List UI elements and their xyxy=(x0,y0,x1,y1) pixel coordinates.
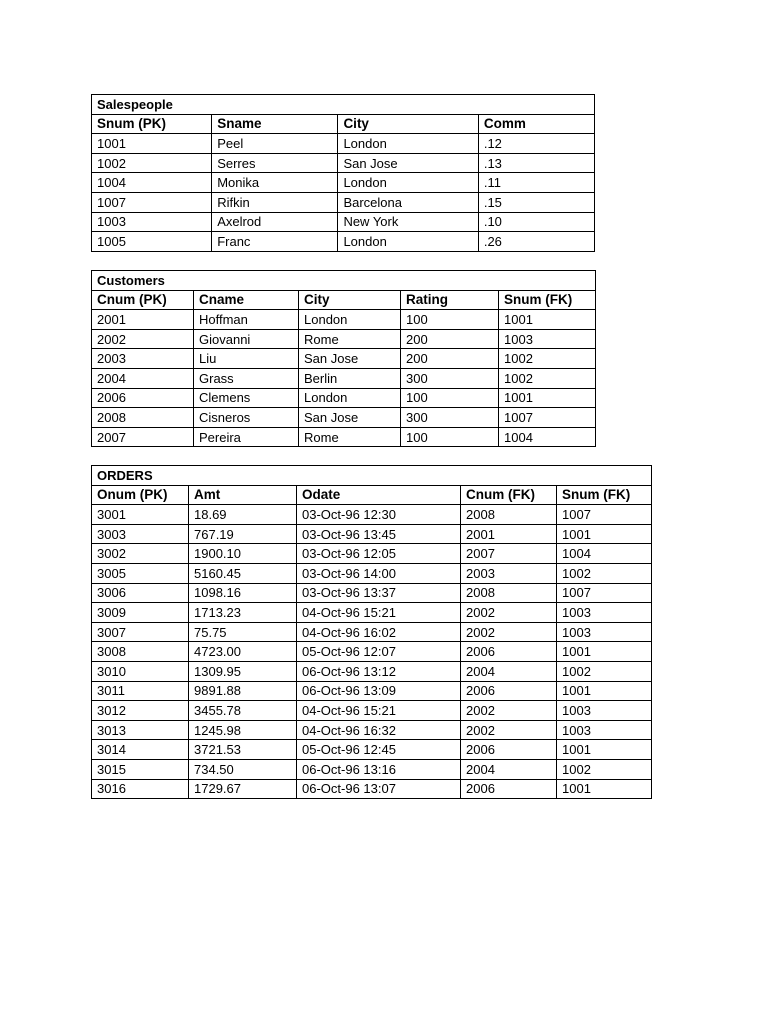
table-cell: 1003 xyxy=(557,603,652,623)
table-row xyxy=(92,779,652,799)
table-cell: 06-Oct-96 13:09 xyxy=(297,681,461,701)
table-cell: 2003 xyxy=(92,349,194,369)
table-cell: Grass xyxy=(194,368,299,388)
table-cell: 2008 xyxy=(461,583,557,603)
table-row xyxy=(92,563,652,583)
table-cell: 200 xyxy=(401,349,499,369)
table-cell: 2008 xyxy=(92,408,194,428)
table-cell: 03-Oct-96 14:00 xyxy=(297,563,461,583)
table-cell: 03-Oct-96 12:30 xyxy=(297,505,461,525)
table-cell: 1007 xyxy=(557,505,652,525)
table-cell: 3008 xyxy=(92,642,189,662)
table-cell: 04-Oct-96 16:32 xyxy=(297,720,461,740)
table-cell: 06-Oct-96 13:12 xyxy=(297,661,461,681)
table-row xyxy=(92,524,652,544)
table-cell: .13 xyxy=(478,153,594,173)
table-cell: 2001 xyxy=(461,524,557,544)
table-row xyxy=(92,134,595,154)
table-cell: 3006 xyxy=(92,583,189,603)
table-cell: 1002 xyxy=(557,759,652,779)
table-cell: 3010 xyxy=(92,661,189,681)
column-header: Odate xyxy=(297,485,461,505)
table-cell: 05-Oct-96 12:45 xyxy=(297,740,461,760)
table-row xyxy=(92,427,596,447)
table-cell: London xyxy=(299,388,401,408)
table-cell: 2003 xyxy=(461,563,557,583)
customers-body xyxy=(92,271,596,447)
table-cell: San Jose xyxy=(338,153,478,173)
salespeople-title: Salespeople xyxy=(92,95,595,115)
table-row xyxy=(92,583,652,603)
table-cell: 2006 xyxy=(461,779,557,799)
table-cell: San Jose xyxy=(299,408,401,428)
table-cell: 1002 xyxy=(499,368,596,388)
table-row xyxy=(92,329,596,349)
table-cell: 1001 xyxy=(557,779,652,799)
table-cell: 2006 xyxy=(92,388,194,408)
table-cell: 06-Oct-96 13:07 xyxy=(297,779,461,799)
table-cell: 3721.53 xyxy=(189,740,297,760)
table-cell: 1002 xyxy=(92,153,212,173)
table-cell: 100 xyxy=(401,310,499,330)
column-header: Comm xyxy=(478,114,594,134)
column-header: Amt xyxy=(189,485,297,505)
table-cell: 9891.88 xyxy=(189,681,297,701)
table-cell: 2007 xyxy=(461,544,557,564)
column-header: City xyxy=(299,290,401,310)
table-cell: 75.75 xyxy=(189,622,297,642)
table-cell: 1002 xyxy=(557,563,652,583)
table-cell: 1005 xyxy=(92,232,212,252)
orders-table xyxy=(91,465,652,799)
table-row xyxy=(92,349,596,369)
table-cell: 2006 xyxy=(461,740,557,760)
table-row xyxy=(92,740,652,760)
table-cell: 2004 xyxy=(461,759,557,779)
column-header: Snum (PK) xyxy=(92,114,212,134)
table-cell: 06-Oct-96 13:16 xyxy=(297,759,461,779)
customers-title: Customers xyxy=(92,271,596,291)
table-cell: Rifkin xyxy=(212,192,338,212)
table-row xyxy=(92,408,596,428)
table-cell: 05-Oct-96 12:07 xyxy=(297,642,461,662)
table-cell: 1004 xyxy=(557,544,652,564)
table-title-row xyxy=(92,95,595,115)
table-cell: New York xyxy=(338,212,478,232)
table-title-row xyxy=(92,466,652,486)
table-cell: 3015 xyxy=(92,759,189,779)
table-cell: 3013 xyxy=(92,720,189,740)
table-row xyxy=(92,622,652,642)
table-cell: 1004 xyxy=(92,173,212,193)
table-cell: 1713.23 xyxy=(189,603,297,623)
table-cell: Rome xyxy=(299,427,401,447)
table-cell: Liu xyxy=(194,349,299,369)
table-cell: 2002 xyxy=(461,622,557,642)
column-header: Cnum (FK) xyxy=(461,485,557,505)
table-cell: 1003 xyxy=(557,720,652,740)
table-cell: 2006 xyxy=(461,642,557,662)
table-row xyxy=(92,642,652,662)
table-cell: 1007 xyxy=(557,583,652,603)
table-row xyxy=(92,232,595,252)
table-cell: 1001 xyxy=(557,524,652,544)
column-header: Snum (FK) xyxy=(557,485,652,505)
table-cell: 767.19 xyxy=(189,524,297,544)
table-row xyxy=(92,368,596,388)
table-header-row xyxy=(92,485,652,505)
table-cell: Peel xyxy=(212,134,338,154)
table-cell: 1003 xyxy=(499,329,596,349)
orders-title: ORDERS xyxy=(92,466,652,486)
table-row xyxy=(92,505,652,525)
table-cell: 1729.67 xyxy=(189,779,297,799)
table-cell: 1003 xyxy=(92,212,212,232)
table-row xyxy=(92,153,595,173)
table-row xyxy=(92,192,595,212)
table-cell: Pereira xyxy=(194,427,299,447)
table-cell: 1001 xyxy=(92,134,212,154)
table-row xyxy=(92,701,652,721)
table-header-row xyxy=(92,114,595,134)
table-cell: 3005 xyxy=(92,563,189,583)
table-cell: 3016 xyxy=(92,779,189,799)
column-header: Cnum (PK) xyxy=(92,290,194,310)
table-cell: London xyxy=(338,232,478,252)
table-cell: 1007 xyxy=(499,408,596,428)
table-cell: 3001 xyxy=(92,505,189,525)
table-cell: 3012 xyxy=(92,701,189,721)
table-cell: 1098.16 xyxy=(189,583,297,603)
table-cell: 3455.78 xyxy=(189,701,297,721)
table-cell: 1003 xyxy=(557,701,652,721)
table-cell: 04-Oct-96 15:21 xyxy=(297,603,461,623)
table-cell: .26 xyxy=(478,232,594,252)
table-cell: 03-Oct-96 13:45 xyxy=(297,524,461,544)
table-cell: London xyxy=(338,173,478,193)
table-cell: 1007 xyxy=(92,192,212,212)
table-header-row xyxy=(92,290,596,310)
table-cell: 2002 xyxy=(92,329,194,349)
table-cell: 1245.98 xyxy=(189,720,297,740)
table-cell: Clemens xyxy=(194,388,299,408)
orders-body xyxy=(92,466,652,799)
table-cell: Berlin xyxy=(299,368,401,388)
table-cell: 1001 xyxy=(557,740,652,760)
table-cell: Axelrod xyxy=(212,212,338,232)
table-cell: 3014 xyxy=(92,740,189,760)
table-cell: 1002 xyxy=(557,661,652,681)
table-cell: Cisneros xyxy=(194,408,299,428)
table-cell: 2006 xyxy=(461,681,557,701)
table-cell: 200 xyxy=(401,329,499,349)
table-cell: 734.50 xyxy=(189,759,297,779)
table-row xyxy=(92,603,652,623)
table-cell: 04-Oct-96 15:21 xyxy=(297,701,461,721)
table-cell: 5160.45 xyxy=(189,563,297,583)
table-row xyxy=(92,212,595,232)
table-cell: 3009 xyxy=(92,603,189,623)
table-cell: 300 xyxy=(401,408,499,428)
table-cell: 18.69 xyxy=(189,505,297,525)
table-cell: Franc xyxy=(212,232,338,252)
table-title-row xyxy=(92,271,596,291)
table-cell: 2007 xyxy=(92,427,194,447)
column-header: City xyxy=(338,114,478,134)
table-cell: 3003 xyxy=(92,524,189,544)
table-cell: 2008 xyxy=(461,505,557,525)
table-row xyxy=(92,661,652,681)
customers-table xyxy=(91,270,596,447)
table-row xyxy=(92,173,595,193)
table-cell: 1001 xyxy=(557,642,652,662)
column-header: Rating xyxy=(401,290,499,310)
table-row xyxy=(92,544,652,564)
table-cell: 2002 xyxy=(461,603,557,623)
table-cell: 2004 xyxy=(461,661,557,681)
table-row xyxy=(92,720,652,740)
table-cell: Barcelona xyxy=(338,192,478,212)
table-row xyxy=(92,681,652,701)
column-header: Onum (PK) xyxy=(92,485,189,505)
table-cell: Hoffman xyxy=(194,310,299,330)
column-header: Snum (FK) xyxy=(499,290,596,310)
salespeople-table xyxy=(91,94,595,252)
table-cell: 3002 xyxy=(92,544,189,564)
column-header: Sname xyxy=(212,114,338,134)
table-cell: 04-Oct-96 16:02 xyxy=(297,622,461,642)
table-cell: 100 xyxy=(401,388,499,408)
table-cell: 03-Oct-96 13:37 xyxy=(297,583,461,603)
table-cell: 2004 xyxy=(92,368,194,388)
table-cell: Monika xyxy=(212,173,338,193)
table-cell: 1001 xyxy=(499,310,596,330)
column-header: Cname xyxy=(194,290,299,310)
table-cell: 300 xyxy=(401,368,499,388)
table-cell: 4723.00 xyxy=(189,642,297,662)
salespeople-body xyxy=(92,95,595,252)
table-cell: 1001 xyxy=(499,388,596,408)
table-row xyxy=(92,759,652,779)
table-cell: London xyxy=(338,134,478,154)
table-cell: Serres xyxy=(212,153,338,173)
table-cell: Rome xyxy=(299,329,401,349)
table-cell: .15 xyxy=(478,192,594,212)
table-cell: 1309.95 xyxy=(189,661,297,681)
table-cell: 1004 xyxy=(499,427,596,447)
table-cell: London xyxy=(299,310,401,330)
table-cell: 3007 xyxy=(92,622,189,642)
table-cell: 1001 xyxy=(557,681,652,701)
table-cell: .12 xyxy=(478,134,594,154)
table-row xyxy=(92,388,596,408)
table-cell: .11 xyxy=(478,173,594,193)
table-cell: .10 xyxy=(478,212,594,232)
table-cell: 3011 xyxy=(92,681,189,701)
table-cell: 1002 xyxy=(499,349,596,369)
table-cell: 03-Oct-96 12:05 xyxy=(297,544,461,564)
table-cell: 2001 xyxy=(92,310,194,330)
table-cell: 2002 xyxy=(461,720,557,740)
table-cell: 1900.10 xyxy=(189,544,297,564)
table-cell: 1003 xyxy=(557,622,652,642)
table-row xyxy=(92,310,596,330)
table-cell: Giovanni xyxy=(194,329,299,349)
table-cell: 100 xyxy=(401,427,499,447)
table-cell: San Jose xyxy=(299,349,401,369)
table-cell: 2002 xyxy=(461,701,557,721)
